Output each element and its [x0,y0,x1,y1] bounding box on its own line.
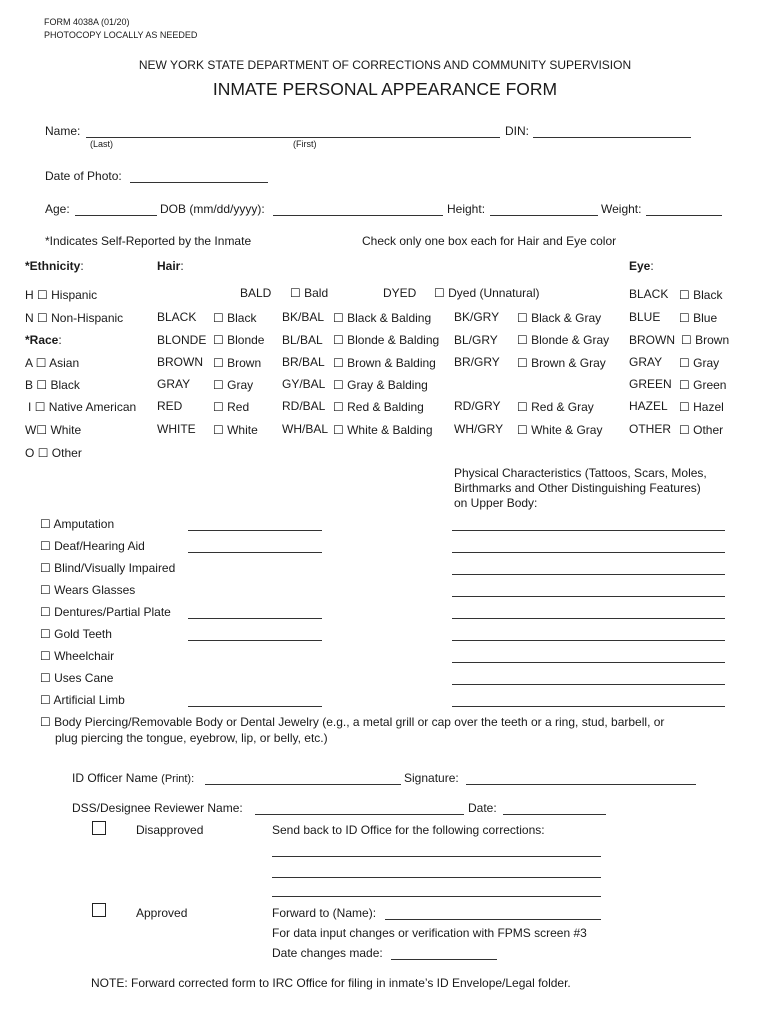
hair-white[interactable]: ☐ White [213,423,258,437]
checkbox-icon[interactable]: ☐ [679,378,690,392]
physical-line[interactable] [452,574,725,575]
race-black[interactable]: B ☐ Black [25,378,80,392]
hair-bald[interactable]: ☐ Bald [290,286,329,300]
artificial-limb-detail-field[interactable] [188,706,322,707]
hair-code: BLACK [157,310,197,324]
forward-to-label: Forward to (Name): [272,906,377,920]
physical-heading-line: Birthmarks and Other Distinguishing Features) [454,481,701,495]
date-of-photo-label: Date of Photo: [45,169,122,183]
hair-code: BK/GRY [454,310,500,324]
checkbox-icon[interactable]: ☐ [40,517,51,531]
deaf-detail-field[interactable] [188,552,322,553]
condition-cane[interactable]: ☐ Uses Cane [40,671,114,685]
checkbox-icon[interactable]: ☐ [333,333,344,347]
eye-code: BLUE [629,310,661,324]
checkbox-icon[interactable]: ☐ [517,333,528,347]
physical-line[interactable] [452,552,725,553]
race-heading: *Race: [25,333,62,347]
date-changes-field[interactable] [391,959,497,960]
hair-white-gray[interactable]: ☐ White & Gray [517,423,603,437]
checkbox-icon[interactable]: ☐ [40,561,51,575]
data-input-note: For data input changes or verification with FPMS screen #3 [272,926,587,940]
hair-code: GRAY [157,377,191,391]
hair-code: BR/GRY [454,355,500,369]
physical-line[interactable] [452,640,725,641]
last-name-caption: (Last) [90,139,114,149]
hair-code: RED [157,399,183,413]
condition-gold-teeth[interactable]: ☐ Gold Teeth [40,627,112,641]
ethnicity-heading: *Ethnicity: [25,259,84,273]
hair-brown-balding[interactable]: ☐ Brown & Balding [333,356,436,370]
hair-code: BL/GRY [454,333,498,347]
physical-line[interactable] [452,618,725,619]
checkbox-icon[interactable]: ☐ [34,400,46,414]
name-field[interactable] [86,137,500,138]
checkbox-icon[interactable]: ☐ [213,378,224,392]
checkbox-icon[interactable]: ☐ [37,311,48,325]
checkbox-icon[interactable]: ☐ [35,356,47,370]
checkbox-icon[interactable]: ☐ [40,605,51,619]
din-field[interactable] [533,137,691,138]
disapproved-label: Disapproved [136,823,204,837]
first-name-caption: (First) [293,139,317,149]
signature-label: Signature: [404,771,459,785]
hair-brown-gray[interactable]: ☐ Brown & Gray [517,356,606,370]
form-title: INMATE PERSONAL APPEARANCE FORM [212,79,558,99]
checkbox-icon[interactable]: ☐ [37,288,48,302]
physical-line[interactable] [452,530,725,531]
race-asian[interactable]: A ☐ Asian [25,356,80,370]
eye-code: HAZEL [629,399,668,413]
photocopy-note: PHOTOCOPY LOCALLY AS NEEDED [44,30,198,40]
eye-code: GRAY [629,355,663,369]
send-back-label: Send back to ID Office for the following corrections: [272,823,545,837]
physical-line[interactable] [452,662,725,663]
hair-bald-code: BALD [240,286,272,300]
hair-code: RD/BAL [282,399,326,413]
checkbox-icon[interactable]: ☐ [40,715,51,729]
hair-black[interactable]: ☐ Black [213,311,257,325]
eye-brown[interactable]: ☐ Brown [681,333,730,347]
hair-code: BL/BAL [282,333,323,347]
physical-heading-line: Physical Characteristics (Tattoos, Scars, Moles, [454,466,707,480]
ethnicity-hispanic[interactable]: H ☐ Hispanic [25,288,98,302]
correction-line[interactable] [272,877,601,878]
hair-brown[interactable]: ☐ Brown [213,356,262,370]
forward-to-field[interactable] [385,919,601,920]
checkbox-icon[interactable]: ☐ [679,311,690,325]
hair-code: BK/BAL [282,310,325,324]
footer-note: NOTE: Forward corrected form to IRC Office for filing in inmate’s ID Envelope/Legal folder. [91,976,571,990]
ethnicity-non-hispanic[interactable]: N ☐ Non-Hispanic [25,311,124,325]
height-field[interactable] [490,215,598,216]
eye-other[interactable]: ☐ Other [679,423,724,437]
hair-code: BLONDE [157,333,207,347]
eye-blue[interactable]: ☐ Blue [679,311,718,325]
race-other[interactable]: O ☐ Other [25,446,82,460]
form-id: FORM 4038A (01/20) [44,17,130,27]
hair-red-balding[interactable]: ☐ Red & Balding [333,400,424,414]
height-label: Height: [447,202,486,216]
department-name: NEW YORK STATE DEPARTMENT OF CORRECTIONS AND COMMUNITY SUPERVISION [138,58,632,72]
physical-line[interactable] [452,596,725,597]
checkbox-icon[interactable]: ☐ [679,288,690,302]
piercing-continuation: plug piercing the tongue, eyebrow, lip, or belly, etc.) [55,731,328,745]
hair-dyed-code: DYED [383,286,417,300]
officer-name-field[interactable] [205,784,401,785]
checkbox-icon[interactable]: ☐ [290,286,301,300]
amputation-detail-field[interactable] [188,530,322,531]
hair-code: WH/BAL [282,422,329,436]
physical-line[interactable] [452,706,725,707]
hair-code: RD/GRY [454,399,501,413]
gold-teeth-detail-field[interactable] [188,640,322,641]
eye-code: BLACK [629,287,669,301]
checkbox-icon[interactable]: ☐ [333,400,344,414]
hair-black-balding[interactable]: ☐ Black & Balding [333,311,432,325]
correction-line[interactable] [272,856,601,857]
eye-code: BROWN [629,333,675,347]
condition-amputation[interactable]: ☐ Amputation [40,517,115,531]
hair-white-balding[interactable]: ☐ White & Balding [333,423,433,437]
condition-body-piercing[interactable]: ☐ Body Piercing/Removable Body or Dental Jewelry (e.g., a metal grill or cap over the teeth or a ring, stud, barbell, or [40,715,665,729]
checkbox-icon[interactable]: ☐ [40,693,51,707]
reviewer-name-label: DSS/Designee Reviewer Name: [72,801,243,815]
checkbox-icon[interactable]: ☐ [40,583,51,597]
checkbox-icon[interactable]: ☐ [434,286,445,300]
condition-blind[interactable]: ☐ Blind/Visually Impaired [40,561,176,575]
reviewer-name-field[interactable] [255,814,464,815]
checkbox-icon[interactable]: ☐ [517,311,528,325]
din-label: DIN: [505,124,529,138]
checkbox-icon[interactable]: ☐ [40,627,51,641]
hair-gray[interactable]: ☐ Gray [213,378,254,392]
name-label: Name: [45,124,81,138]
date-changes-label: Date changes made: [272,946,383,960]
condition-artificial-limb[interactable]: ☐ Artificial Limb [40,693,125,707]
checkbox-icon[interactable]: ☐ [213,333,224,347]
hair-dyed[interactable]: ☐ Dyed (Unnatural) [434,286,540,300]
checkbox-icon[interactable]: ☐ [333,423,344,437]
eye-code: OTHER [629,422,671,436]
dob-field[interactable] [273,215,443,216]
checkbox-icon[interactable]: ☐ [37,446,49,460]
hair-gray-balding[interactable]: ☐ Gray & Balding [333,378,428,392]
physical-line[interactable] [452,684,725,685]
age-label: Age: [45,202,70,216]
checkbox-icon[interactable]: ☐ [213,423,224,437]
hair-blonde[interactable]: ☐ Blonde [213,333,265,347]
hair-blonde-balding[interactable]: ☐ Blonde & Balding [333,333,440,347]
checkbox-icon[interactable]: ☐ [333,378,344,392]
checkbox-icon[interactable]: ☐ [517,356,528,370]
checkbox-icon[interactable]: ☐ [679,423,690,437]
checkbox-icon[interactable]: ☐ [517,423,528,437]
hair-code: BR/BAL [282,355,325,369]
condition-wheelchair[interactable]: ☐ Wheelchair [40,649,115,663]
checkbox-icon[interactable]: ☐ [333,311,344,325]
checkbox-icon[interactable]: ☐ [40,649,51,663]
eye-code: GREEN [629,377,672,391]
checkbox-icon[interactable]: ☐ [213,400,224,414]
approved-label: Approved [136,906,188,920]
checkbox-icon[interactable]: ☐ [36,423,48,437]
dob-label: DOB (mm/dd/yyyy): [160,202,265,216]
checkbox-icon[interactable]: ☐ [36,378,48,392]
self-reported-note: *Indicates Self-Reported by the Inmate [45,234,252,248]
physical-heading-line: on Upper Body: [454,496,538,510]
eye-heading: Eye: [629,259,654,273]
signature-field[interactable] [466,784,696,785]
reviewer-date-field[interactable] [503,814,606,815]
checkbox-icon[interactable]: ☐ [679,400,690,414]
hair-black-gray[interactable]: ☐ Black & Gray [517,311,602,325]
checkbox-icon[interactable]: ☐ [679,356,690,370]
officer-name-label: ID Officer Name (Print): [72,771,195,785]
hair-code: GY/BAL [282,377,326,391]
checkbox-icon[interactable]: ☐ [517,400,528,414]
hair-red[interactable]: ☐ Red [213,400,250,414]
hair-code: WHITE [157,422,196,436]
hair-heading: Hair: [157,259,184,273]
age-field[interactable] [75,215,157,216]
checkbox-icon[interactable]: ☐ [213,311,224,325]
date-of-photo-field[interactable] [130,182,268,183]
checkbox-icon[interactable]: ☐ [333,356,344,370]
eye-black[interactable]: ☐ Black [679,288,723,302]
hair-red-gray[interactable]: ☐ Red & Gray [517,400,594,414]
weight-field[interactable] [646,215,722,216]
dentures-detail-field[interactable] [188,618,322,619]
approved-checkbox[interactable] [92,903,106,917]
race-white[interactable]: W☐ White [25,423,82,437]
reviewer-date-label: Date: [468,801,497,815]
eye-hazel[interactable]: ☐ Hazel [679,400,724,414]
race-native-american[interactable]: I ☐ Native American [28,400,137,414]
check-one-note: Check only one box each for Hair and Eye color [362,234,617,248]
checkbox-icon[interactable]: ☐ [40,671,51,685]
hair-code: WH/GRY [454,422,504,436]
checkbox-icon[interactable]: ☐ [40,539,51,553]
correction-line[interactable] [272,896,601,897]
checkbox-icon[interactable]: ☐ [213,356,224,370]
checkbox-icon[interactable]: ☐ [681,333,692,347]
condition-dentures[interactable]: ☐ Dentures/Partial Plate [40,605,171,619]
eye-gray[interactable]: ☐ Gray [679,356,720,370]
eye-green[interactable]: ☐ Green [679,378,727,392]
disapproved-checkbox[interactable] [92,821,106,835]
condition-glasses[interactable]: ☐ Wears Glasses [40,583,136,597]
condition-deaf[interactable]: ☐ Deaf/Hearing Aid [40,539,145,553]
weight-label: Weight: [601,202,642,216]
hair-blonde-gray[interactable]: ☐ Blonde & Gray [517,333,610,347]
hair-code: BROWN [157,355,203,369]
